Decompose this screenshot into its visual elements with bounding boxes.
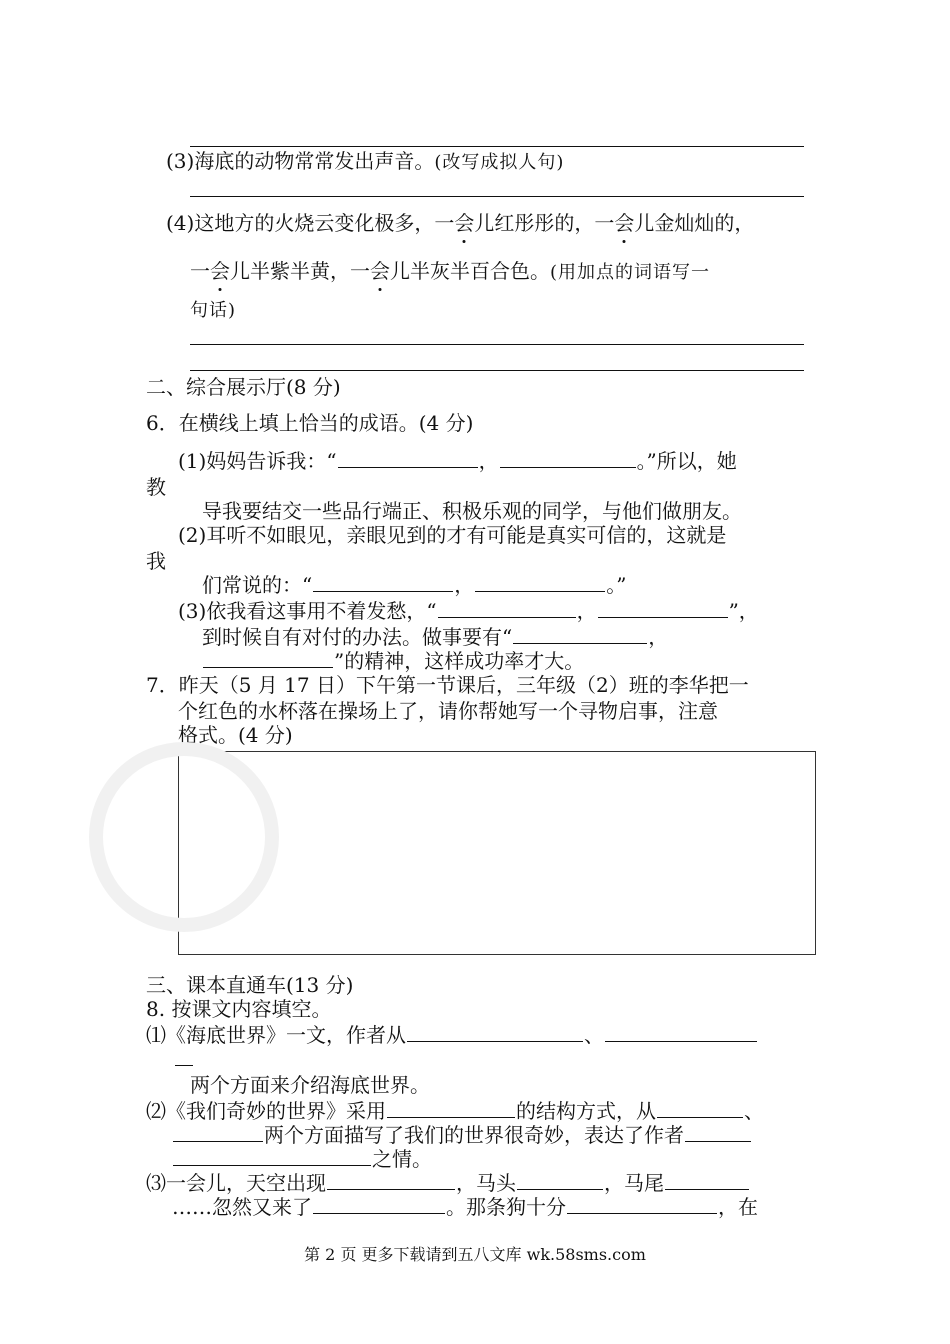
q6-line7: ”的精神，这样成功率才大。 — [202, 648, 584, 674]
section-heading: 二、综合展示厅(8 分) — [146, 375, 341, 399]
q6-line5: (3)依我看这事用不着发愁，“ ， ”， — [178, 599, 759, 623]
wrap-char: 教 — [146, 475, 166, 499]
fill-blank[interactable] — [517, 1171, 603, 1190]
q7-line1: 7．昨天（5 月 17 日）下午第一节课后，三年级（2）班的李华把一 — [146, 673, 749, 697]
question-heading: 6．在横线上填上恰当的成语。(4 分) — [146, 411, 474, 435]
page-footer: 第 2 页 更多下载请到五八文库 wk.58sms.com — [304, 1245, 646, 1264]
q6-line6: 到时候自有对付的办法。做事要有“ ， — [202, 625, 669, 649]
q6-line3: (2)耳听不如眼见，亲眼见到的才有可能是真实可信的，这就是 — [178, 523, 727, 547]
q8-line3: ⑵《我们奇妙的世界》采用 的结构方式，从 、 — [146, 1099, 764, 1123]
fill-blank[interactable] — [338, 449, 478, 468]
fill-blank[interactable] — [438, 599, 576, 618]
fill-blank[interactable] — [313, 1195, 445, 1214]
dotted-word: 一会儿 — [594, 211, 655, 235]
fill-blank[interactable] — [173, 1123, 263, 1142]
fill-blank[interactable] — [605, 1023, 757, 1042]
q6-line1: (1)妈妈告诉我：“ ， 。”所以，她 — [178, 449, 737, 473]
watermark-logo — [89, 742, 279, 932]
fill-blank[interactable] — [657, 1099, 743, 1118]
fill-blank[interactable] — [327, 1171, 455, 1190]
q8-line2: 两个方面来介绍海底世界。 — [190, 1073, 430, 1097]
q8-line5: 之情。 — [172, 1146, 432, 1172]
dotted-word: 一会儿 — [190, 259, 250, 283]
q5-item3: (3)海底的动物常常发出声音。(改写成拟人句) — [166, 149, 565, 173]
q6-line2: 导我要结交一些品行端正、积极乐观的同学，与他们做朋友。 — [202, 499, 742, 523]
q5-item4-line2: 一会儿半紫半黄，一会儿半灰半百合色。(用加点的词语写一 — [190, 259, 711, 283]
q8-line4: 两个方面描写了我们的世界很奇妙，表达了作者 — [172, 1122, 752, 1148]
fill-blank[interactable] — [685, 1123, 751, 1142]
section-heading: 三、课本直通车(13 分) — [146, 973, 354, 997]
q5-item4-note: 句话) — [190, 300, 237, 321]
fill-blank[interactable] — [598, 599, 728, 618]
fill-blank[interactable] — [173, 1147, 371, 1166]
fill-blank[interactable] — [313, 573, 453, 592]
q8-line6: ⑶一会儿，天空出现 ，马头 ，马尾 — [146, 1170, 750, 1196]
answer-box[interactable] — [178, 751, 816, 955]
dotted-word: 一会儿 — [434, 211, 495, 235]
q7-line2: 个红色的水杯落在操场上了，请你帮她写一个寻物启事，注意 — [178, 699, 718, 723]
fill-blank[interactable] — [475, 573, 605, 592]
fill-blank[interactable] — [513, 625, 647, 644]
fill-blank[interactable] — [567, 1195, 717, 1214]
fill-blank[interactable] — [175, 1047, 193, 1066]
q8-line1: ⑴《海底世界》一文，作者从 、 — [146, 1022, 758, 1048]
q6-line4: 们常说的：“ ， 。” — [202, 573, 627, 597]
answer-line — [190, 146, 804, 147]
fill-blank[interactable] — [500, 449, 636, 468]
answer-line — [190, 196, 804, 197]
q8-line7: ……忽然又来了 。那条狗十分 ，在 — [172, 1195, 758, 1219]
wrap-char: 我 — [146, 549, 166, 573]
q5-item4-line1: (4)这地方的火烧云变化极多，一会儿红彤彤的，一会儿金灿灿的， — [166, 211, 755, 235]
fill-blank[interactable] — [203, 649, 333, 668]
fill-blank[interactable] — [665, 1171, 749, 1190]
q8-line1-wrap — [174, 1046, 194, 1072]
fill-blank[interactable] — [407, 1023, 583, 1042]
fill-blank[interactable] — [387, 1099, 515, 1118]
q7-line3: 格式。(4 分) — [178, 723, 293, 747]
answer-line — [190, 370, 804, 371]
answer-line — [190, 344, 804, 345]
question-heading: 8. 按课文内容填空。 — [146, 997, 332, 1021]
dotted-word: 一会儿 — [350, 259, 410, 283]
